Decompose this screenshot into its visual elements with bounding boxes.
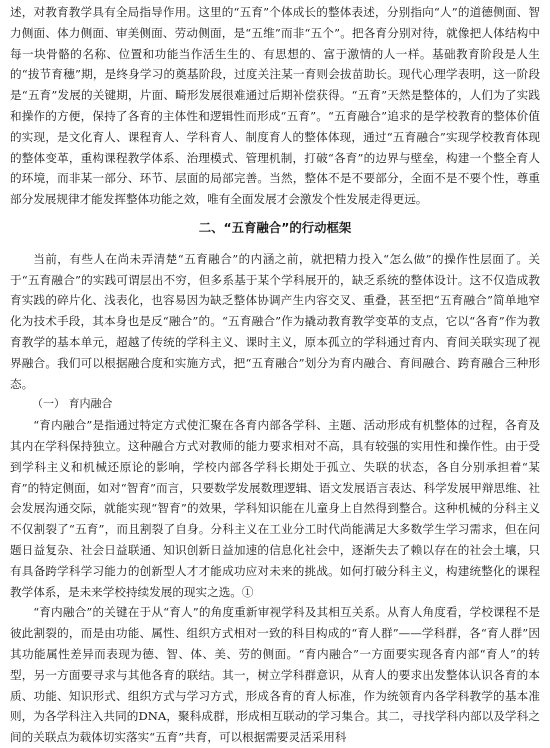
body-paragraph: 述，对教育教学具有全局指导作用。这里的“五育”个体成长的整体表述，分别指向“人”的道德侧面、智力侧面、体力侧面、审美侧面、劳动侧面，是“五维”而非“五个”。把各育分别对待，就像把人体结构中每一块骨骼的名称、位置和功能当作活生生的、有思想的、富于激情的人一样。基础教育阶段是人生的“拔节育穗”期，是终身学习的奠基阶段，过度关注某一育则会拔苗助长。现代心理学表明，这一阶段是“五育”发展的关键期，片面、畸形发展很难通过后期补偿获得。“五育”天然是整体的，人们为了实践和操作的方便，保持了各育的主体性和逻辑性而形成“五育”。“五育融合”追求的是学校教育的整体价值的实现，是文化育人、课程育人、学科育人、制度育人的整体体现，通过“五育融合”实现学校教育体现的整体变革，重构课程教学体系、治理模式、管理机制，打破“各育”的边界与壁垒，构建一个整全育人的环境，而非某一部分、环节、层面的局部完善。当然，整体不是不要部分，全面不是不要个性，尊重部分发展规律才能发挥整体功能之效，唯有全面发展才会激发个性发展走得更远。 [10,5,540,207]
body-paragraph: “育内融合”是指通过特定方式使汇聚在各育内部各学科、主题、活动形成有机整体的过程，各育及其内在学科保持独立。这种融合方式对教师的能力要求相对不高，具有较强的实用性和操作性。由于受到学科主义和机械还原论的影响，学校内部各学科长期处于孤立、失联的状态，各自分别承担着“某育”的特定侧面，如对“智育”而言，只要数学发展数理逻辑、语文发展语言表达、科学发展甲辩思维、社会发展沟通交际，就能实现“智育”的效果，学科知识能在儿童身上自然得到整合。这种机械的分科主义不仅割裂了“五育”，而且割裂了自身。分科主义在工业分工时代尚能满足大多数学生学习需求，但在问题日益复杂、社会日益联通、知识创新日益加速的信息化社会中，逐渐失去了赖以存在的社会土壤，只有具备跨学科学习能力的创新型人才才能成功应对未来的挑战。如何打破分科主义，构建统整化的课程教学体系，是未来学校持续发展的现实之选。① [10,418,540,599]
body-paragraph: 当前，有些人在尚未弄清楚“五育融合”的内涵之前，就把精力投入“怎么做”的操作性层面了。关于“五育融合”的实践可谓层出不穷，但多系基于某个学科展开的，缺乏系统的整体设计。这不仅造成教育实践的碎片化、浅表化，也容易因为缺乏整体协调产生内容交叉、重叠，甚至把“五育融合”简单地窄化为技术手段，其本身也是反“融合”的。“五育融合”作为撬动教育教学变革的支点，它以“各育”作为教育教学的基本单元，超越了传统的学科主义、课时主义，原本孤立的学科通过育内、育间关联实现了视界融合。我们可以根据融合度和实施方式，把“五育融合”划分为育内融合、育间融合、跨育融合三种形态。 [10,251,540,391]
body-paragraph: “育内融合”的关键在于从“育人”的角度重新审视学科及其相互关系。从育人角度看，学校课程不是彼此割裂的，而是由功能、属性、组织方式相对一致的科目构成的“育人群”——学科群，各“育人群”因其功能属性差异而表现为德、智、体、美、劳的侧面。“育内融合”一方面要实现各育内部“育人”的转型，另一方面要寻求与其他各育的联结。其一，树立学科群意识，从育人的要求出发整体认识各育的本质、功能、知识形式、组织方式与学习方式，形成各育的育人标准，作为统领育内各学科教学的基本准则，为各学科注入共同的DNA，聚科成群，形成相互联动的学习集合。其二，寻找学科内部以及学科之间的关联点为载体切实落实“五育”共育，可以根据需要灵活采用科 [10,605,540,745]
section-heading: 二、“五育融合”的行动框架 [198,219,352,235]
subsection-heading: （一） 育内融合 [32,397,113,411]
